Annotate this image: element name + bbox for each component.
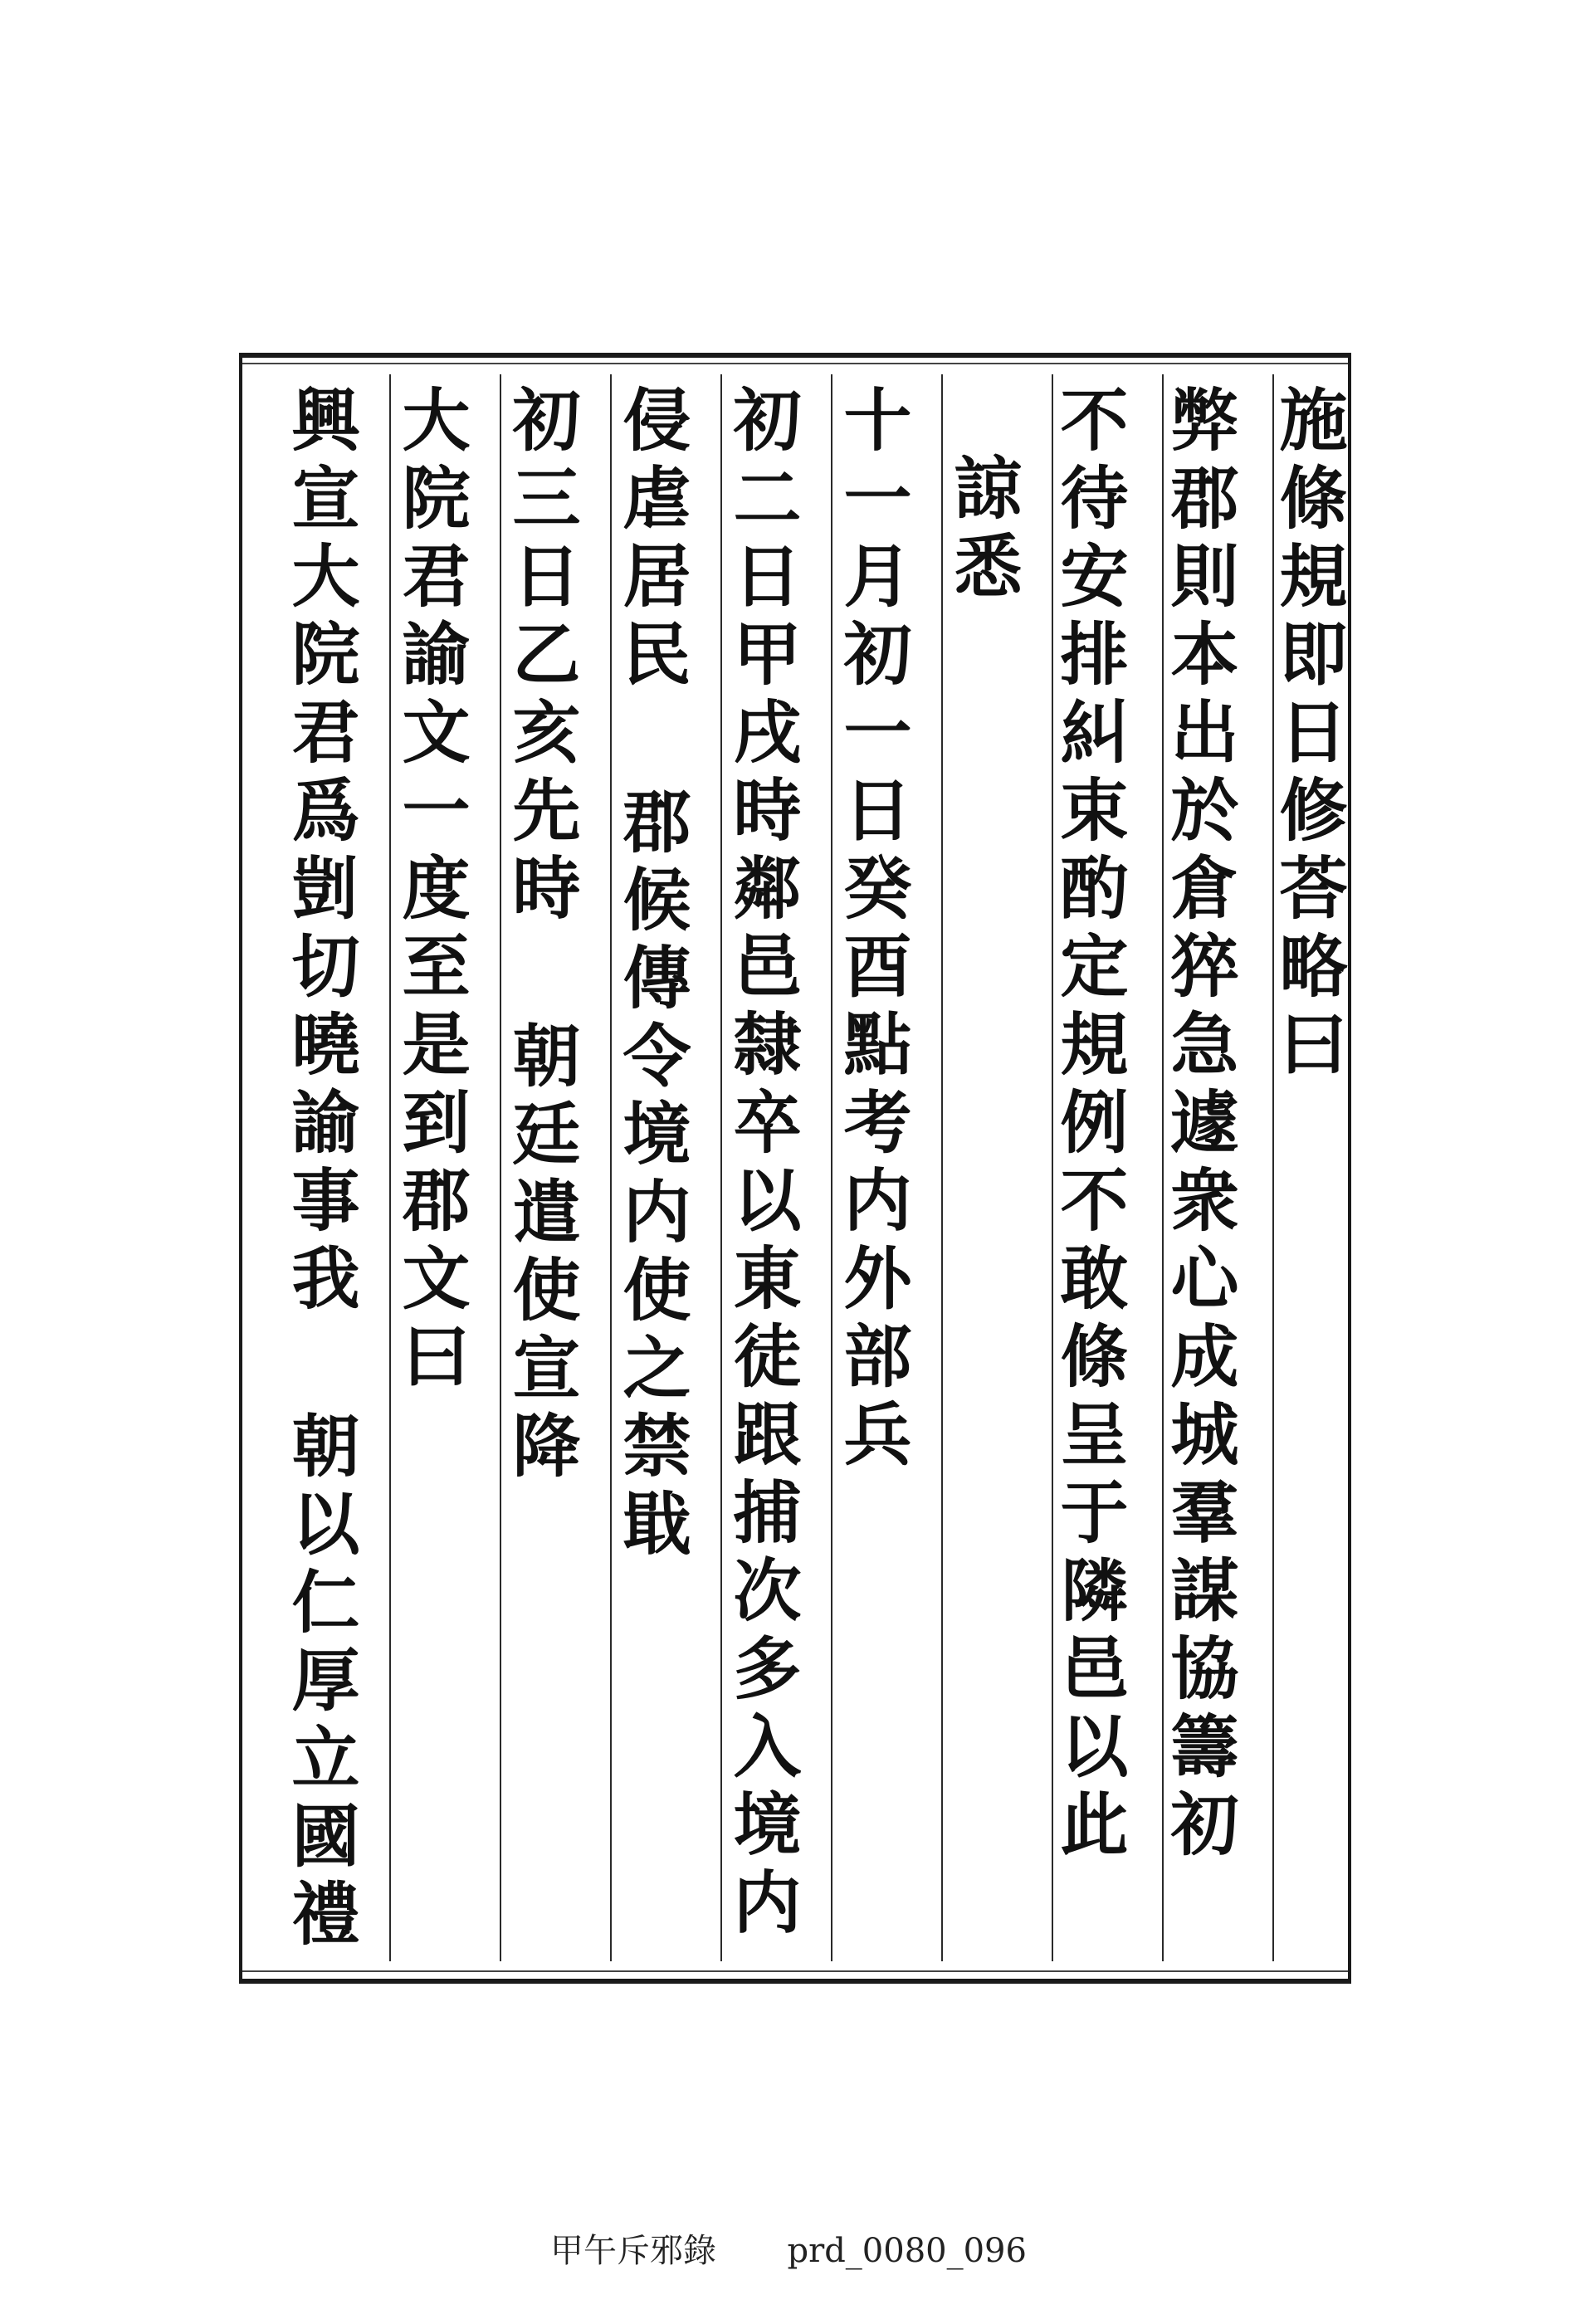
page-frame xyxy=(239,353,1351,1984)
text-column-3: 不待安排糾束酌定規例不敢條呈于隣邑以此 xyxy=(1049,384,1129,1867)
text-column-9: 大院君諭文一度至是到郡文曰 xyxy=(391,384,471,1399)
text-column-1: 施條規即日修荅略曰 xyxy=(1268,384,1348,1086)
frame-bottom-border xyxy=(239,1979,1351,1984)
footer-title: 甲午斥邪錄 xyxy=(550,2232,717,2270)
frame-left-border xyxy=(239,353,242,1984)
text-column-6: 初二日甲戌時鄰邑隸卒以東徒跟捕次多入境内 xyxy=(722,384,802,1945)
text-column-8: 初三日乙亥先時 朝廷遣使宣降 xyxy=(501,384,581,1488)
text-column-5: 十一月初一日癸酉點考内外部兵 xyxy=(832,384,912,1477)
frame-top-border xyxy=(239,353,1351,358)
footer-id: prd_0080_096 xyxy=(787,2232,1027,2270)
column-rule xyxy=(941,374,943,1961)
text-column-2: 弊郡則本出於倉猝急遽衆心成城羣謀協籌初 xyxy=(1160,384,1239,1867)
text-column-10: 興宣大院君爲剴切曉諭事我 朝以仁厚立國禮 xyxy=(281,384,360,1956)
text-column-7: 侵虐居民 郡候傳令境内使之禁戢 xyxy=(612,384,691,1566)
page-footer xyxy=(0,2224,1577,2272)
text-column-4: 諒悉 xyxy=(943,452,1023,608)
